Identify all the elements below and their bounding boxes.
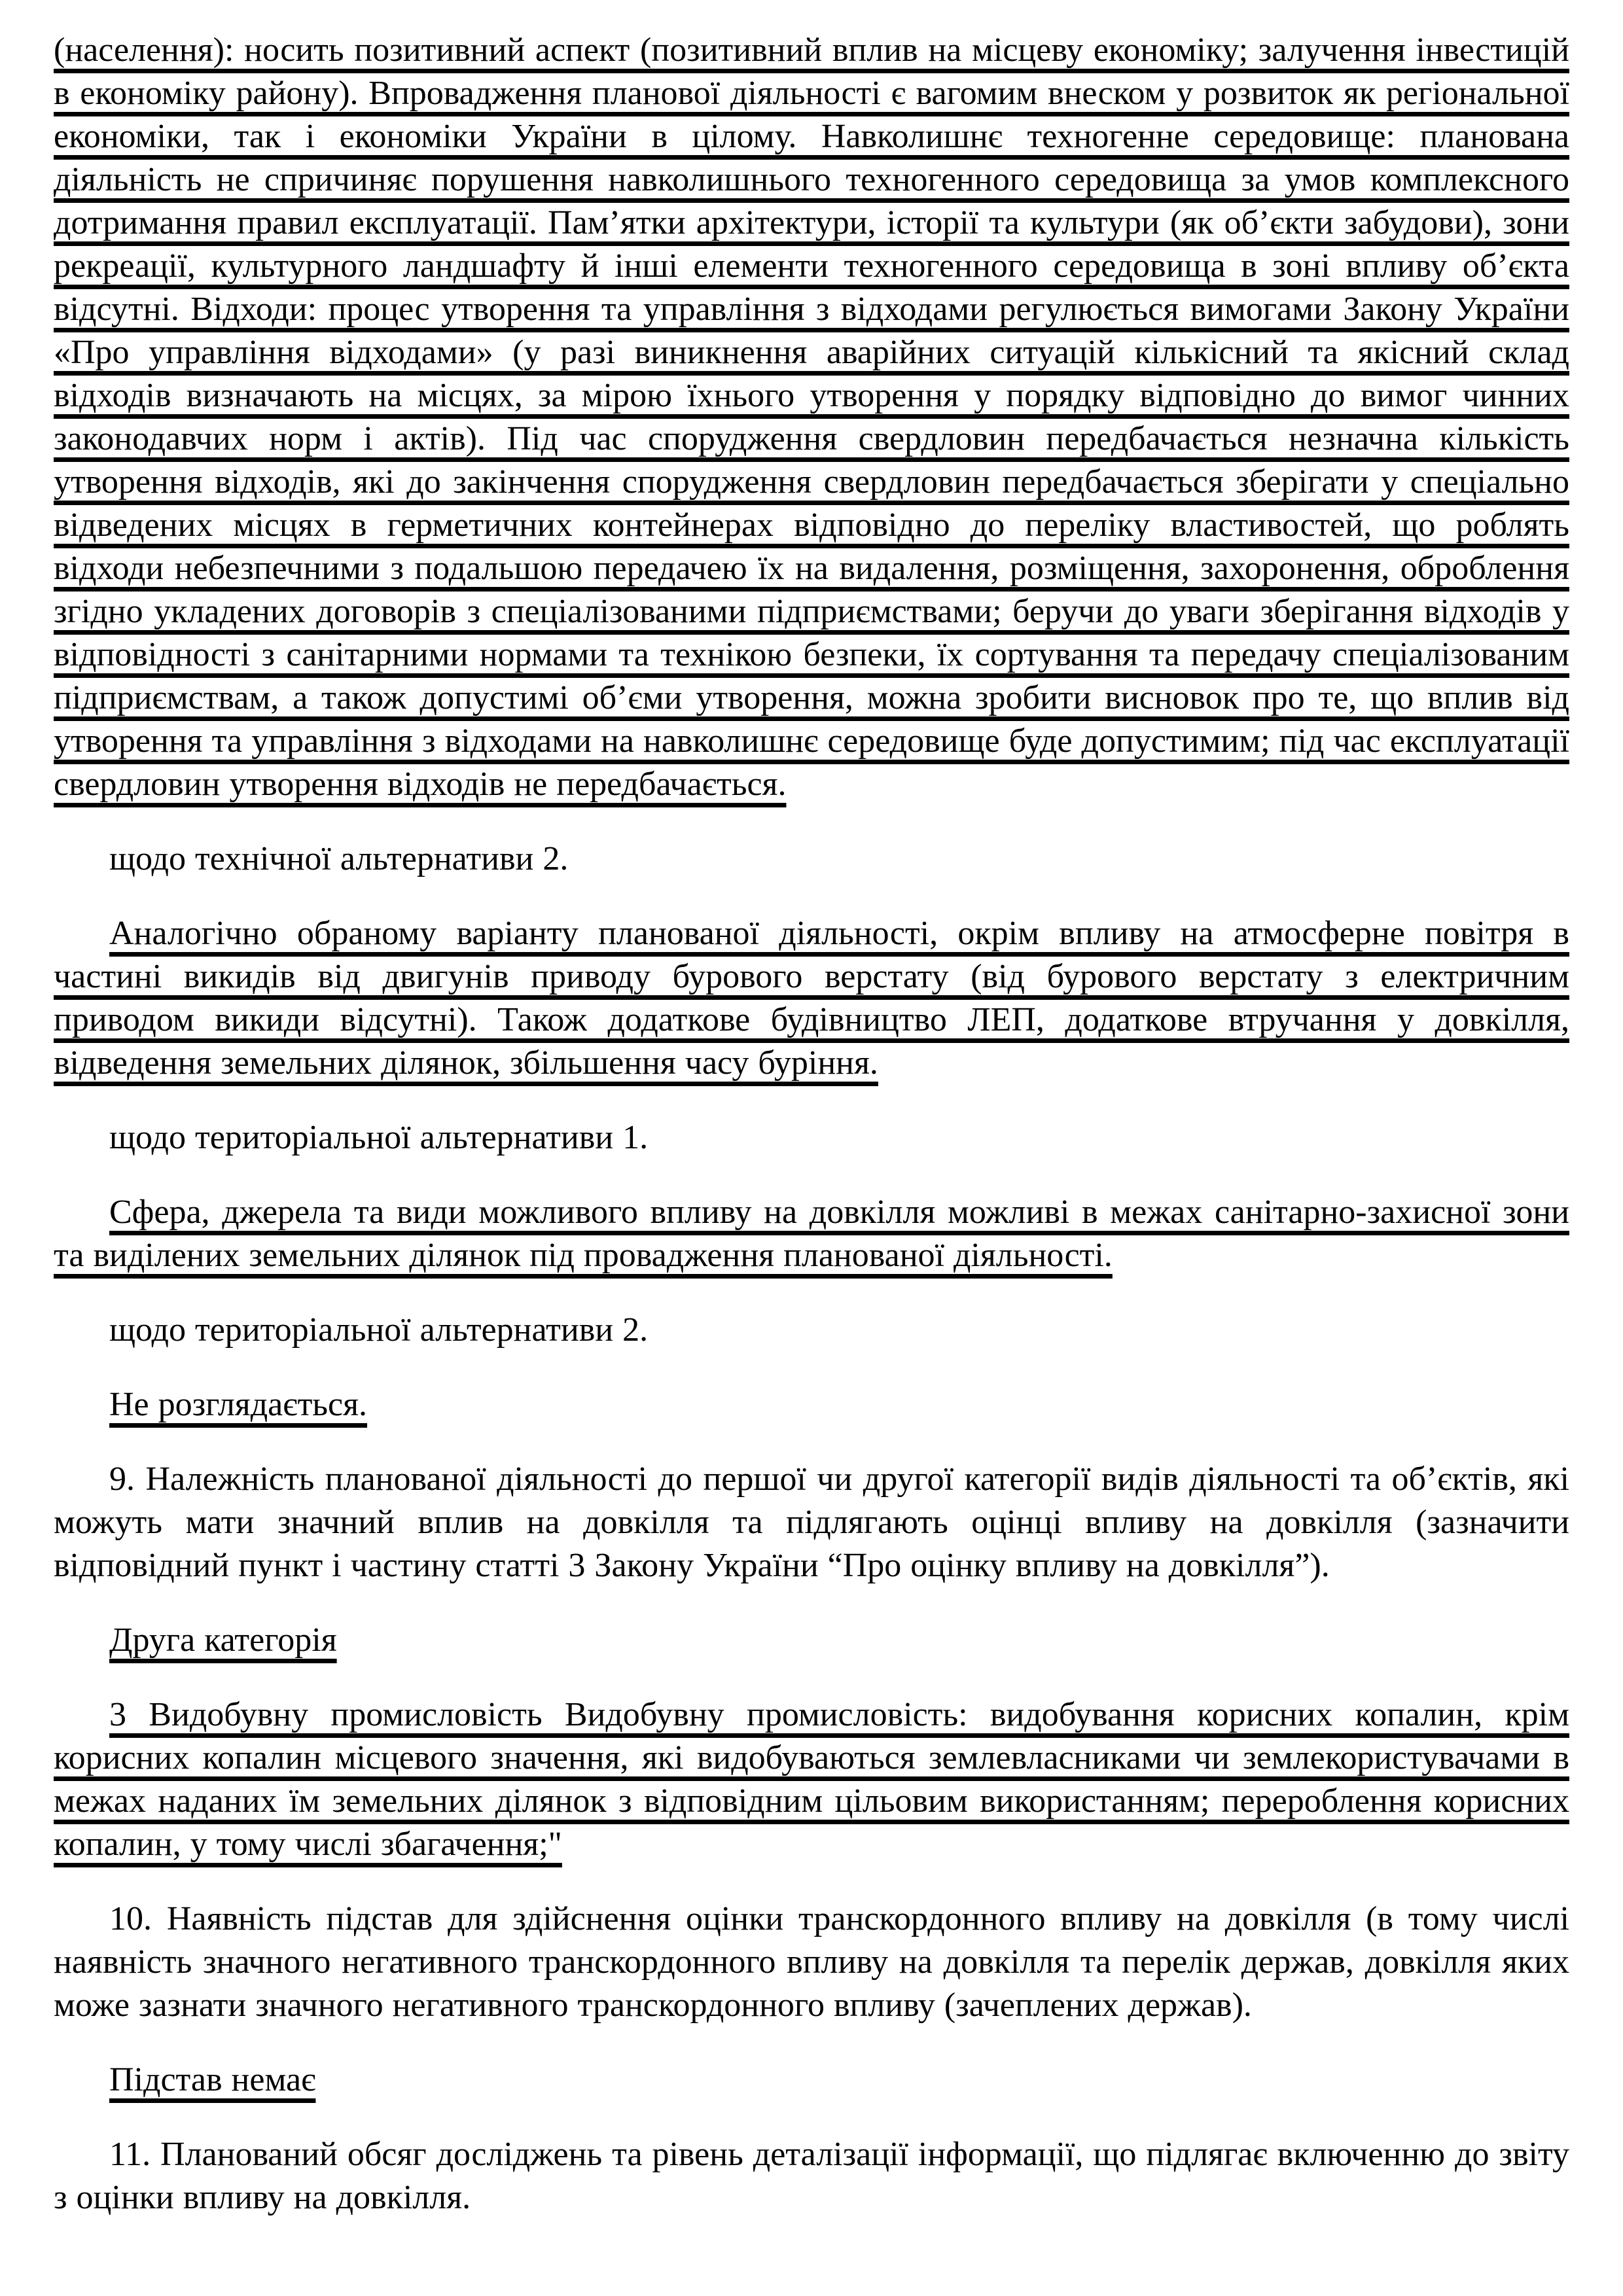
paragraph-technical-alternative-2: Аналогічно обраному варіанту планованої діяльності, окрім впливу на атмосферне повітря в частині викидів від двигунів приводу бурового верстату (від бурового верстату з електричним приводом викиди відсутні). Також додаткове будівництво ЛЕП, додаткове втручання у довкілля, відведення земельних ділянок, збільшення часу буріння.: [54, 915, 1569, 1082]
subheading-technical-alternative-2: щодо технічної альтернативи 2.: [109, 840, 569, 877]
paragraph-item-10-transboundary-impact: 10. Наявність підстав для здійснення оцінки транскордонного впливу на довкілля (в тому числі наявність значного негативного транскордонного впливу на довкілля та перелік держав, довкілля яких може зазнати значного негативного транскордонного впливу (зачеплених держав).: [54, 1900, 1569, 2024]
paragraph-item-9-category-question: 9. Належність планованої діяльності до першої чи другої категорії видів діяльності та об’єктів, які можуть мати значний вплив на довкілля та підлягають оцінці впливу на довкілля (зазначити відповідний пункт і частину статті 3 Закону України “Про оцінку впливу на довкілля”).: [54, 1460, 1569, 1584]
subheading-territorial-alternative-2: щодо територіальної альтернативи 2.: [109, 1311, 649, 1349]
paragraph-territorial-alternative-2-not-considered: Не розглядається.: [109, 1386, 368, 1423]
paragraph-extractive-industry-quote: 3 Видобувну промисловість Видобувну промисловість: видобування корисних копалин, крім корисних копалин місцевого значення, які видобуваються землевласниками чи землекористувачами в межах наданих їм земельних ділянок з відповідним цільовим використанням; перероблення корисних копалин, у тому числі збагачення;": [54, 1696, 1569, 1863]
paragraph-territorial-alternative-1: Сфера, джерела та види можливого впливу на довкілля можливі в межах санітарно-захисної зони та виділених земельних ділянок під провадження планованої діяльності.: [54, 1193, 1569, 1274]
paragraph-second-category: Друга категорія: [109, 1621, 337, 1659]
paragraph-no-grounds: Підстав немає: [109, 2061, 316, 2098]
subheading-territorial-alternative-1: щодо територіальної альтернативи 1.: [109, 1119, 649, 1156]
paragraph-item-11-research-scope: 11. Планований обсяг досліджень та рівень деталізації інформації, що підлягає включенню до звіту з оцінки впливу на довкілля.: [54, 2136, 1569, 2216]
paragraph-social-environment-continuation: (населення): носить позитивний аспект (позитивний вплив на місцеву економіку; залучення інвестицій в економіку району). Впровадження планової діяльності є вагомим внеском у розвиток як регіональної економіки, так і економіки України в цілому. Навколишнє техногенне середовище: планована діяльність не спричиняє порушення навколишнього техногенного середовища за умов комплексного дотримання правил експлуатації. Пам’ятки архітектури, історії та культури (як об’єкти забудови), зони рекреації, культурного ландшафту й інші елементи техногенного середовища в зоні впливу об’єкта відсутні. Відходи: процес утворення та управління з відходами регулюється вимогами Закону України «Про управління відходами» (у разі виникнення аварійних ситуацій кількісний та якісний склад відходів визначають на місцях, за мірою їхнього утворення у порядку відповідно до вимог чинних законодавчих норм і актів). Під час спорудження свердловин передбачається незначна кількість утворення відходів, які до закінчення спорудження свердловин передбачається зберігати у спеціально відведених місцях в герметичних контейнерах відповідно до переліку властивостей, що роблять відходи небезпечними з подальшою передачею їх на видалення, розміщення, захоронення, оброблення згідно укладених договорів з спеціалізованими підприємствами; беручи до уваги зберігання відходів у відповідності з санітарними нормами та технікою безпеки, їх сортування та передачу спеціалізованим підприємствам, а також допустимі об’єми утворення, можна зробити висновок про те, що вплив від утворення та управління з відходами на навколишнє середовище буде допустимим; під час експлуатації свердловин утворення відходів не передбачається.: [54, 31, 1569, 803]
